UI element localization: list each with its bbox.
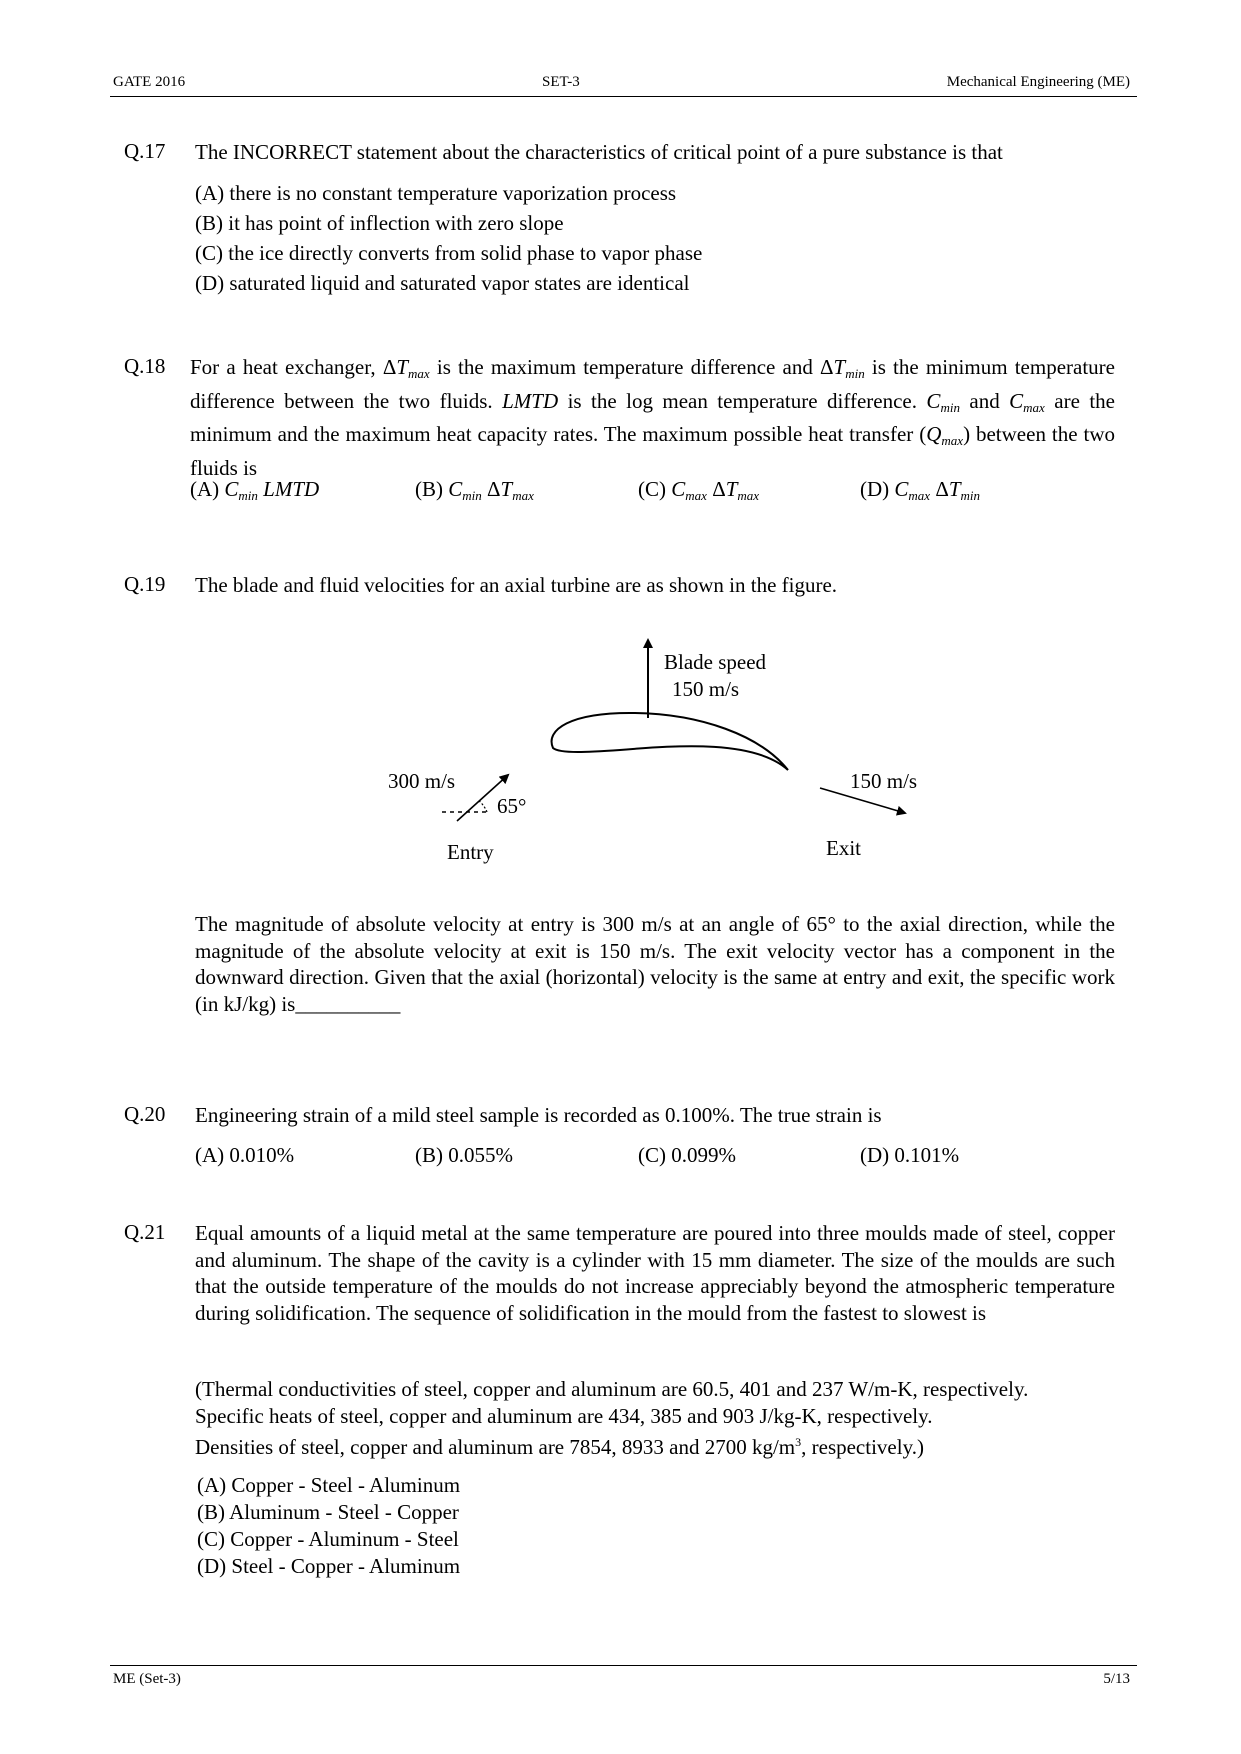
entry-label: Entry — [447, 840, 494, 864]
header-exam: GATE 2016 — [113, 74, 186, 90]
q18-option-b: (B) $C_{min}$ $\Delta T_{max}$ — [415, 477, 534, 503]
q17-option-a: (A) there is no constant temperature vaporization process — [195, 181, 677, 205]
q21-options — [197, 1472, 460, 1580]
blade-speed-label: Blade speed — [664, 650, 767, 674]
q18-number: Q.18 — [124, 354, 166, 378]
q21-data-line3: Densities of steel, copper and aluminum are 7854, 8933 and 2700 $kg/m^3$, respectively.) — [195, 1435, 924, 1459]
exit-label: Exit — [826, 836, 861, 860]
blade-profile — [552, 713, 788, 770]
q21-number: Q.21 — [124, 1220, 166, 1244]
header-set: SET-3 — [542, 74, 580, 90]
q17-option-b: (B) it has point of inflection with zero slope — [195, 211, 564, 235]
q20-option-a: (A) 0.010% — [195, 1143, 295, 1167]
footer-set: ME (Set-3) — [113, 1671, 181, 1687]
q20-option-b: (B) 0.055% — [415, 1143, 513, 1167]
entry-angle-label: 65° — [497, 794, 527, 818]
q17-option-d: (D) saturated liquid and saturated vapor states are identical — [195, 271, 690, 295]
q21-option-d: (D) Steel - Copper - Aluminum — [197, 1554, 461, 1578]
q20-text: Engineering strain of a mild steel sample is recorded as 0.100%. The true strain is — [195, 1103, 882, 1127]
entry-velocity-label: 300 m/s — [388, 769, 456, 793]
entry-angle-arc — [478, 800, 487, 812]
q19-text: The blade and fluid velocities for an axial turbine are as shown in the figure. — [195, 573, 838, 597]
q21-option-b: (B) Aluminum - Steel - Copper — [197, 1500, 459, 1524]
q20-option-d: (D) 0.101% — [860, 1143, 960, 1167]
q21-data-line1: (Thermal conductivities of steel, copper and aluminum are 60.5, 401 and 237 W/m-K, respectively. — [195, 1377, 1029, 1401]
q21-text: Equal amounts of a liquid metal at the same temperature are poured into three moulds made of steel, copper and aluminum. The shape of the cavity is a cylinder with 15 mm diameter. The size of the moulds are such that the outside temperature of the moulds do not increase appreciably beyond the atmospheric temperature during solidification. The sequence of solidification in the mould from the fastest to slowest is — [195, 1221, 1115, 1325]
q18-option-c: (C) $C_{max}$ $\Delta T_{max}$ — [638, 477, 760, 503]
q19-body: The magnitude of absolute velocity at entry is 300 m/s at an angle of 65° to the axial direction, while the magnitude of the absolute velocity at exit is 150 m/s. The exit velocity vector has a component in the downward direction. Given that the axial (horizontal) velocity is the same at entry and exit, the specific work (in kJ/kg) is__________ — [195, 912, 1115, 1016]
q21-option-c: (C) Copper - Aluminum - Steel — [197, 1527, 459, 1551]
blade-speed-value: 150 m/s — [672, 677, 740, 701]
q21-property-data — [195, 1376, 1028, 1461]
q20-number: Q.20 — [124, 1102, 166, 1126]
q19-number: Q.19 — [124, 572, 166, 596]
q18-text: For a heat exchanger, $\Delta T_{max}$ is the maximum temperature difference and $\Delta T_{min}$ is the minimum temperature difference between the two fluids. LMTD is the log mean temperature difference. $C_{min}$ and $C_{max}$ are the minimum and the maximum heat capacity rates. The maximum possible heat transfer $(Q_{max})$ between the two fluids is — [190, 355, 1115, 480]
q21-data-line2: Specific heats of steel, copper and aluminum are 434, 385 and 903 J/kg-K, respectively. — [195, 1403, 933, 1428]
q18-option-d: (D) $C_{max}$ $\Delta T_{min}$ — [860, 477, 981, 503]
q17-text: The INCORRECT statement about the characteristics of critical point of a pure substance is that — [195, 140, 1003, 164]
q21-option-a: (A) Copper - Steel - Aluminum — [197, 1473, 461, 1497]
header-subject: Mechanical Engineering (ME) — [946, 74, 1130, 90]
q17-number: Q.17 — [124, 139, 166, 163]
exit-velocity-label: 150 m/s — [850, 769, 918, 793]
page-number: 5/13 — [1103, 1671, 1130, 1687]
q18-option-a: (A) $C_{min}$ LMTD — [190, 477, 320, 503]
footer-rule — [110, 1665, 1137, 1666]
q17-option-c: (C) the ice directly converts from solid phase to vapor phase — [195, 241, 703, 265]
q20-option-c: (C) 0.099% — [638, 1143, 736, 1167]
